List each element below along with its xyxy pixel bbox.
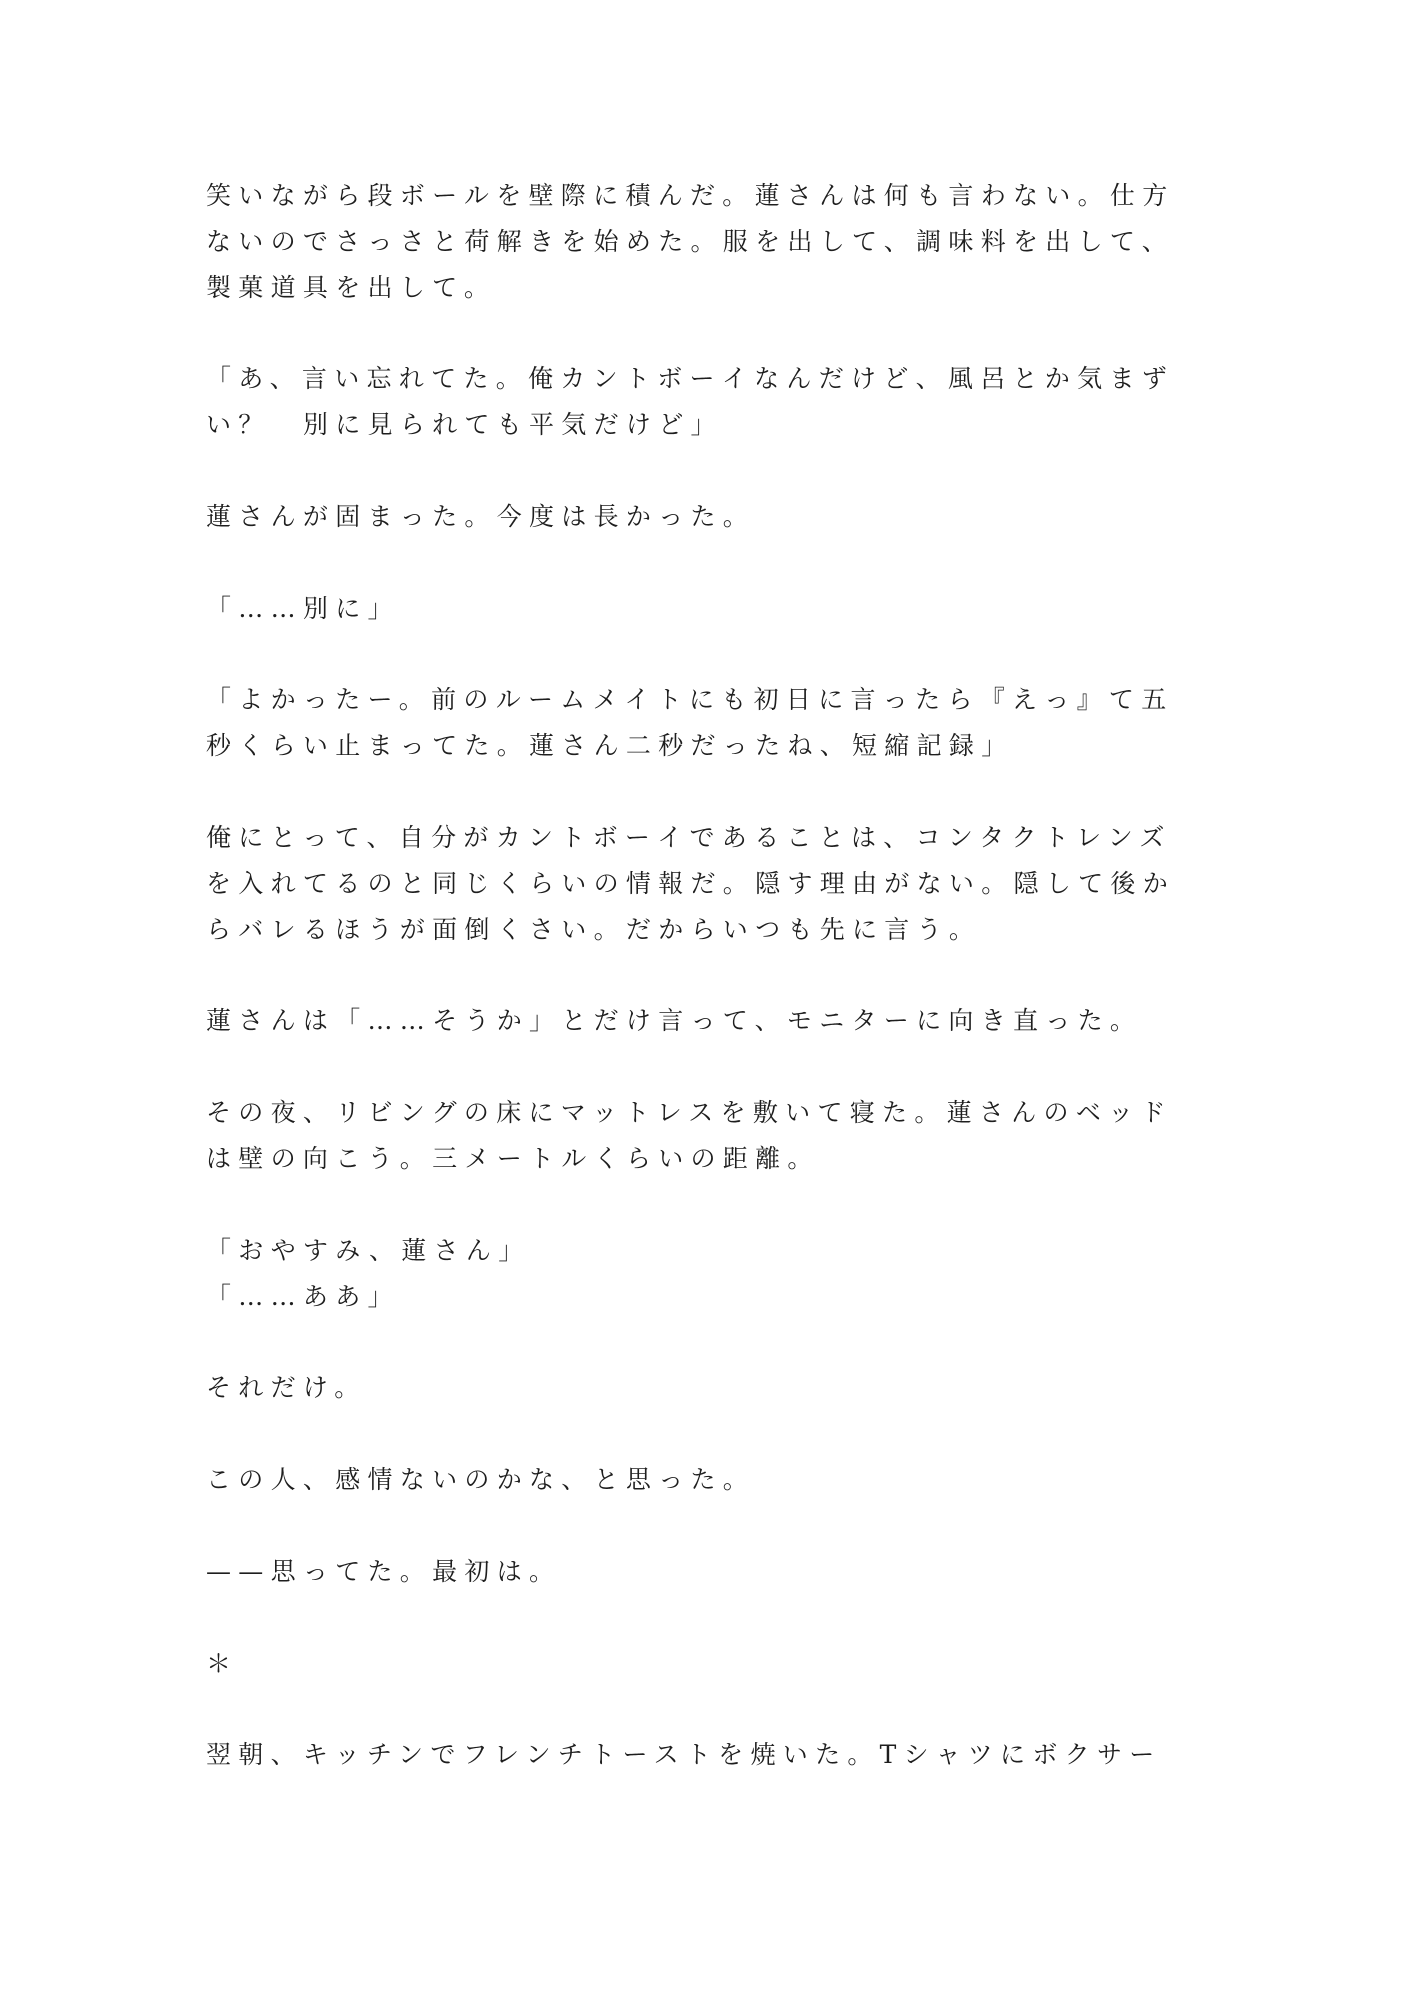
dialogue-exchange [206, 1228, 1206, 1320]
text-line: を入れてるのと同じくらいの情報だ。隠す理由がない。隠して後か [206, 868, 1176, 898]
text-line: らバレるほうが面倒くさい。だからいつも先に言う。 [206, 914, 982, 944]
text-line: 「……別に」 [206, 593, 400, 623]
paragraph [206, 1090, 1206, 1182]
text-line: その夜、リビングの床にマットレスを敷いて寝た。蓮さんのベッド [206, 1098, 1173, 1128]
text-line: 製菓道具を出して。 [206, 272, 497, 302]
text-line: 笑いながら段ボールを壁際に積んだ。蓮さんは何も言わない。仕方 [206, 181, 1175, 210]
text-line: 俺にとって、自分がカントボーイであることは、コンタクトレンズ [206, 823, 1172, 853]
scene-break [206, 1641, 1206, 1687]
text-line: この人、感情ないのかな、と思った。 [206, 1465, 756, 1495]
text-line: 秒くらい止まってた。蓮さん二秒だったね、短縮記録」 [206, 731, 1014, 761]
paragraph [206, 1365, 1206, 1411]
text-line: は壁の向こう。三メートルくらいの距離。 [206, 1144, 820, 1174]
text-line: 「よかったー。前のルームメイトにも初日に言ったら『えっ』て五 [206, 685, 1174, 715]
text-line: い？ 別に見られても平気だけど」 [206, 410, 723, 440]
text-line: 「……ああ」 [206, 1281, 400, 1311]
text-line: ないのでさっさと荷解きを始めた。服を出して、調味料を出して、 [206, 226, 1175, 256]
dialogue [206, 677, 1206, 769]
text-line: 蓮さんが固まった。今度は長かった。 [206, 502, 756, 532]
paragraph [206, 998, 1206, 1044]
text-line: 翌朝、キッチンでフレンチトーストを焼いた。Tシャツにボクサー [206, 1740, 1162, 1770]
paragraph [206, 173, 1206, 311]
text-line: それだけ。 [206, 1373, 367, 1403]
paragraph [206, 1549, 1206, 1595]
scene-break-asterisk: ＊ [206, 1648, 239, 1678]
text-line: 「あ、言い忘れてた。俺カントボーイなんだけど、風呂とか気まず [206, 364, 1175, 394]
paragraph [206, 815, 1206, 953]
body-text [206, 173, 1206, 1778]
text-line: ——思ってた。最初は。 [206, 1556, 562, 1586]
paragraph [206, 494, 1206, 540]
text-line: 「おやすみ、蓮さん」 [206, 1235, 531, 1265]
dialogue [206, 356, 1206, 448]
paragraph [206, 1457, 1206, 1503]
paragraph [206, 1732, 1206, 1778]
dialogue [206, 586, 1206, 632]
text-line: 蓮さんは「……そうか」とだけ言って、モニターに向き直った。 [206, 1006, 1143, 1036]
